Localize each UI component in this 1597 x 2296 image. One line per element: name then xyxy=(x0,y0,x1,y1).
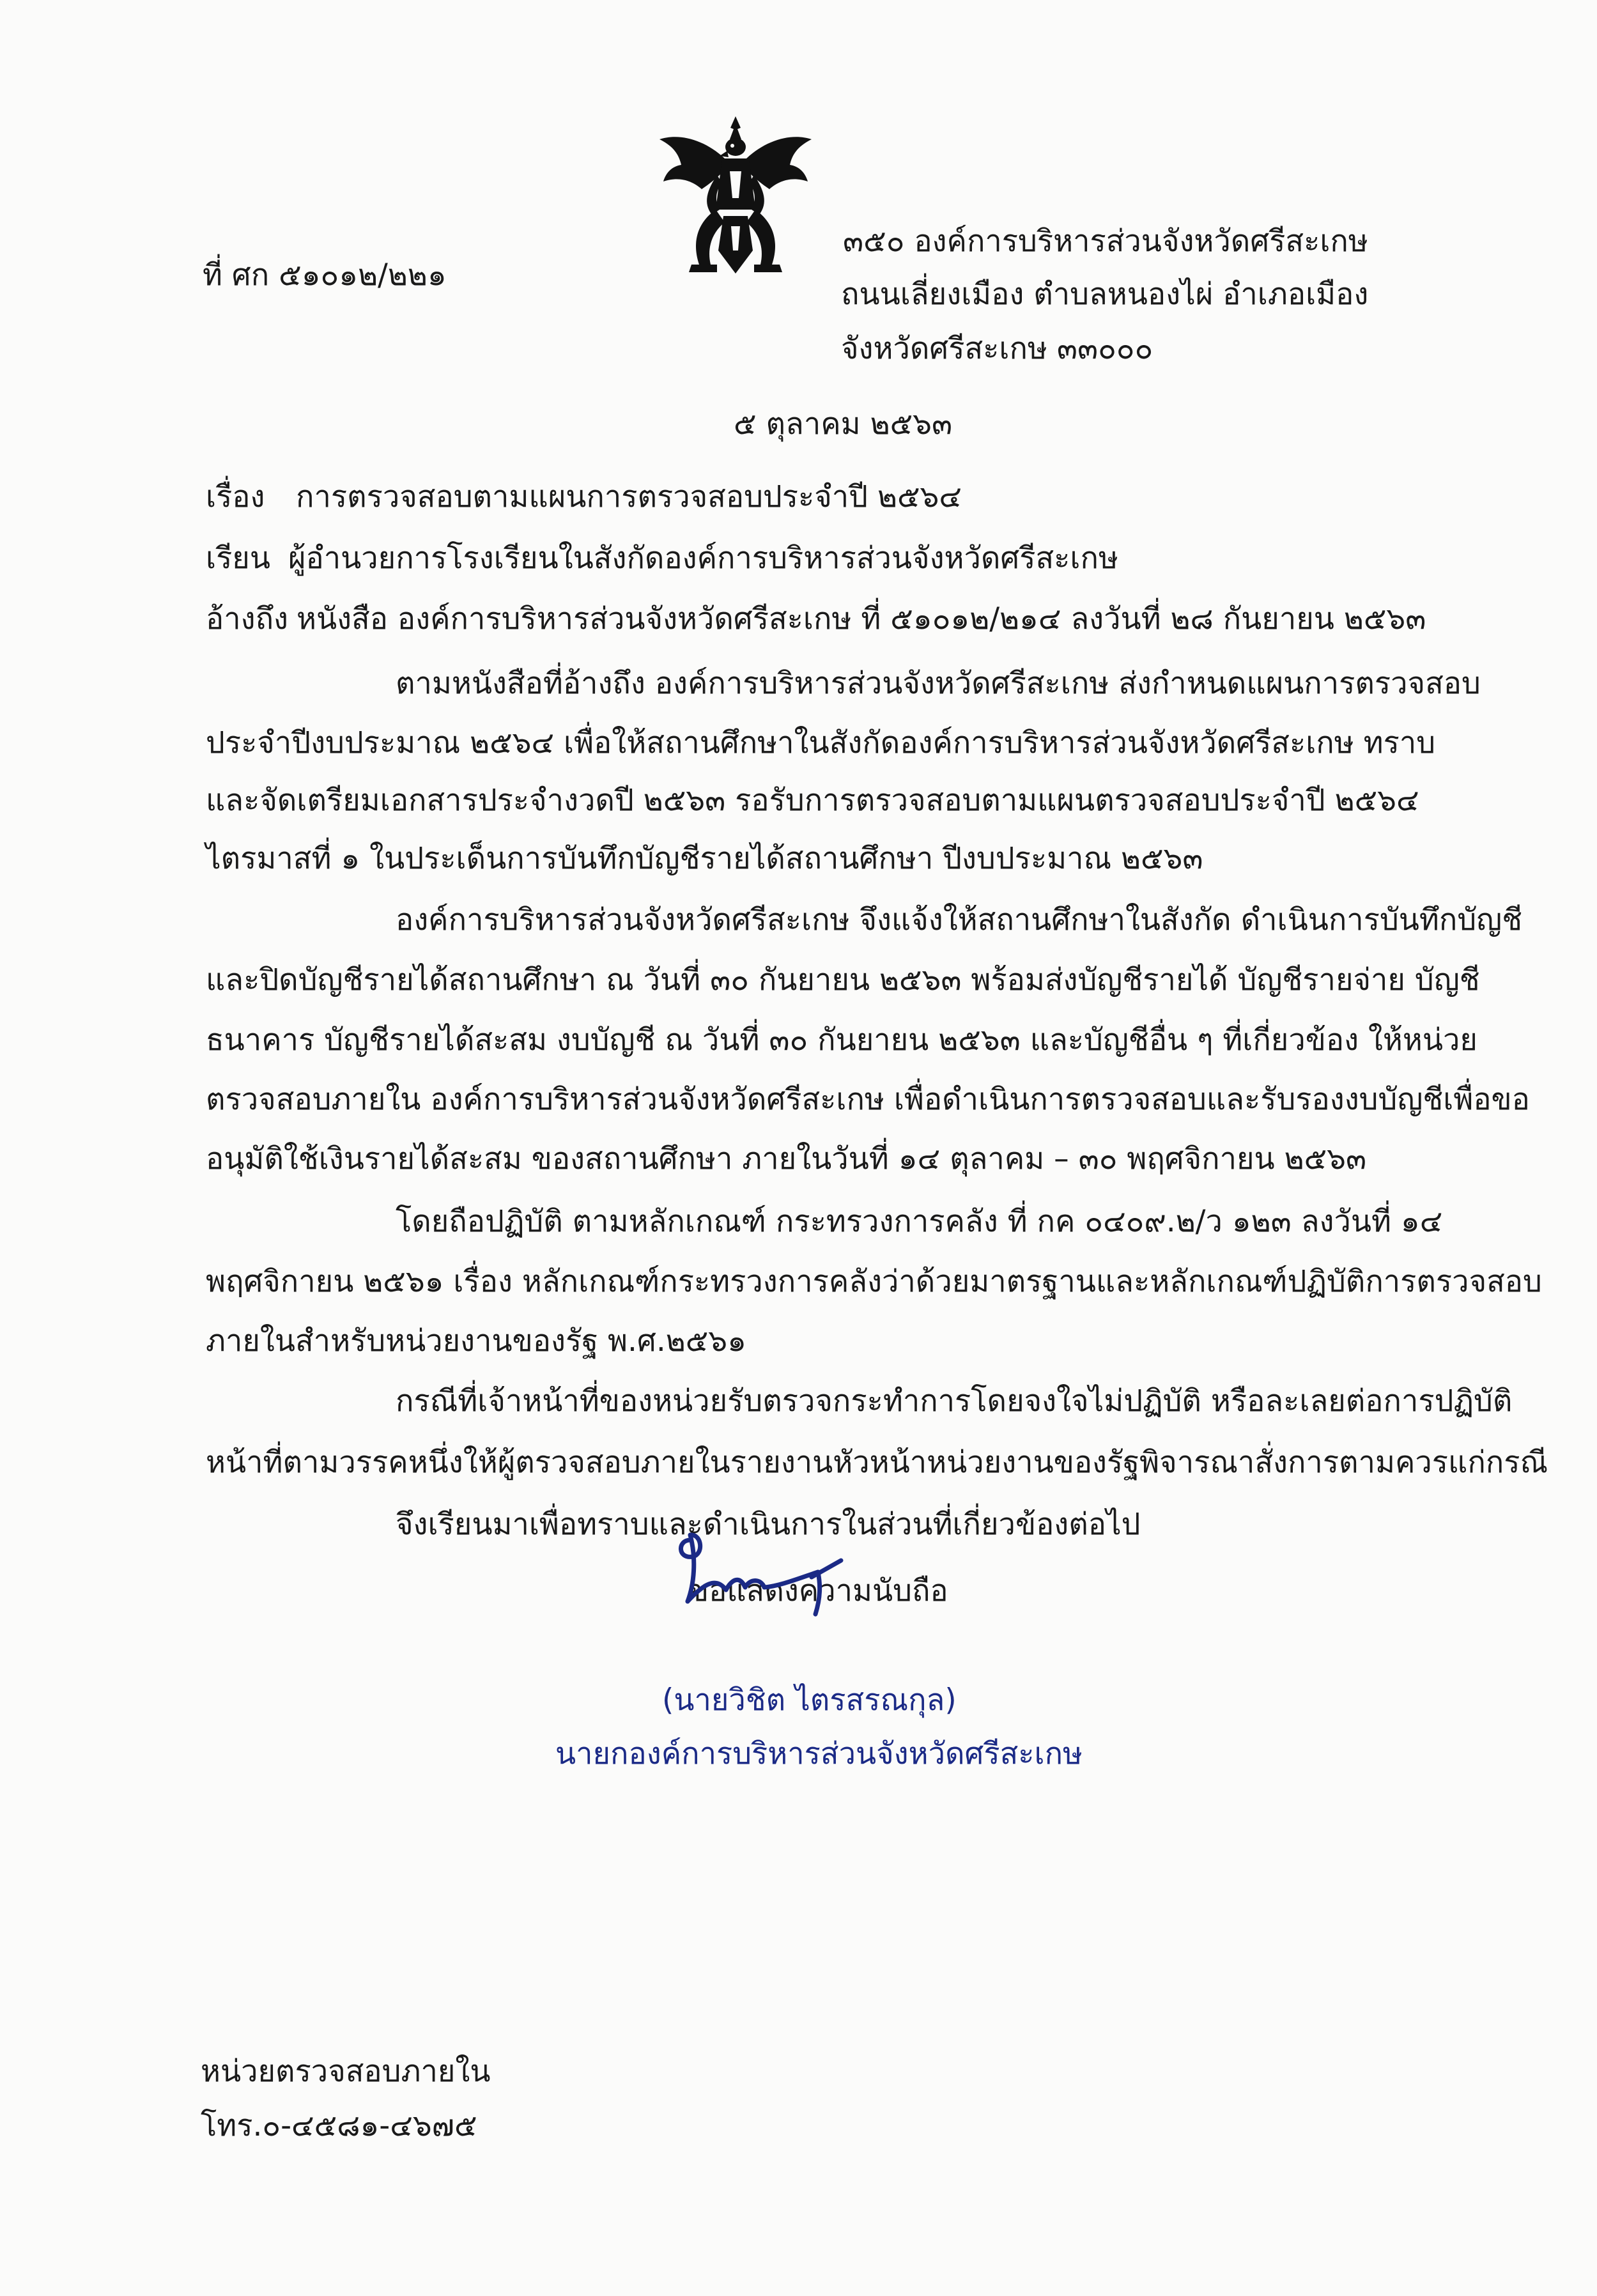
footer-unit: หน่วยตรวจสอบภายใน xyxy=(201,2054,491,2089)
body-paragraph-5-line-1: จึงเรียนมาเพื่อทราบและดำเนินการในส่วนที่เกี่ยวข้องต่อไป xyxy=(396,1507,1141,1542)
body-paragraph-3-line-2: พฤศจิกายน ๒๕๖๑ เรื่อง หลักเกณฑ์กระทรวงการคลังว่าด้วยมาตรฐานและหลักเกณฑ์ปฏิบัติการตรวจสอบ xyxy=(206,1264,1542,1299)
footer-phone: โทร.๐-๔๕๘๑-๔๖๗๕ xyxy=(201,2108,477,2143)
to-label: เรียน xyxy=(206,541,270,576)
body-paragraph-1-line-1: ตามหนังสือที่อ้างถึง องค์การบริหารส่วนจังหวัดศรีสะเกษ ส่งกำหนดแผนการตรวจสอบ xyxy=(396,666,1481,701)
sender-address-line-1: ๓๕๐ องค์การบริหารส่วนจังหวัดศรีสะเกษ xyxy=(843,224,1368,259)
body-paragraph-3-line-3: ภายในสำหรับหน่วยงานของรัฐ พ.ศ.๒๕๖๑ xyxy=(206,1323,746,1359)
to-text: ผู้อำนวยการโรงเรียนในสังกัดองค์การบริหารส่วนจังหวัดศรีสะเกษ xyxy=(288,541,1118,576)
body-paragraph-2-line-4: ตรวจสอบภายใน องค์การบริหารส่วนจังหวัดศรีสะเกษ เพื่อดำเนินการตรวจสอบและรับรองงบบัญชีเพื่อขอ xyxy=(206,1082,1530,1117)
body-paragraph-2-line-2: และปิดบัญชีรายได้สถานศึกษา ณ วันที่ ๓๐ กันยายน ๒๕๖๓ พร้อมส่งบัญชีรายได้ บัญชีรายจ่าย บัญชี xyxy=(206,962,1480,998)
signer-name: (นายวิชิต ไตรสรณกุล) xyxy=(662,1683,957,1718)
closing-text: ขอแสดงความนับถือ xyxy=(688,1573,948,1608)
garuda-emblem xyxy=(653,114,818,277)
body-paragraph-4-line-1: กรณีที่เจ้าหน้าที่ของหน่วยรับตรวจกระทำการโดยจงใจไม่ปฏิบัติ หรือละเลยต่อการปฏิบัติ xyxy=(396,1383,1513,1419)
document-number: ที่ ศก ๕๑๐๑๒/๒๒๑ xyxy=(203,258,447,293)
reference-label: อ้างถึง xyxy=(206,601,288,636)
body-paragraph-2-line-1: องค์การบริหารส่วนจังหวัดศรีสะเกษ จึงแจ้งให้สถานศึกษาในสังกัด ดำเนินการบันทึกบัญชี xyxy=(396,902,1523,937)
body-paragraph-1-line-2: ประจำปีงบประมาณ ๒๕๖๔ เพื่อให้สถานศึกษาในสังกัดองค์การบริหารส่วนจังหวัดศรีสะเกษ ทราบ xyxy=(206,725,1436,760)
body-paragraph-2-line-5: อนุมัติใช้เงินรายได้สะสม ของสถานศึกษา ภายในวันที่ ๑๔ ตุลาคม – ๓๐ พฤศจิกายน ๒๕๖๓ xyxy=(206,1141,1367,1176)
body-paragraph-4-line-2: หน้าที่ตามวรรคหนึ่งให้ผู้ตรวจสอบภายในรายงานหัวหน้าหน่วยงานของรัฐพิจารณาสั่งการตามควรแก่กรณี xyxy=(206,1445,1548,1480)
signature xyxy=(665,1514,876,1617)
body-paragraph-1-line-3: และจัดเตรียมเอกสารประจำงวดปี ๒๕๖๓ รอรับการตรวจสอบตามแผนตรวจสอบประจำปี ๒๕๖๔ xyxy=(206,783,1419,818)
subject-text: การตรวจสอบตามแผนการตรวจสอบประจำปี ๒๕๖๔ xyxy=(296,479,962,514)
body-paragraph-1-line-4: ไตรมาสที่ ๑ ในประเด็นการบันทึกบัญชีรายได้สถานศึกษา ปีงบประมาณ ๒๕๖๓ xyxy=(206,841,1203,876)
letter-date: ๕ ตุลาคม ๒๕๖๓ xyxy=(734,406,953,442)
body-paragraph-2-line-3: ธนาคาร บัญชีรายได้สะสม งบบัญชี ณ วันที่ ๓๐ กันยายน ๒๕๖๓ และบัญชีอื่น ๆ ที่เกี่ยวข้อง ให้หน่วย xyxy=(206,1022,1477,1058)
reference-text: หนังสือ องค์การบริหารส่วนจังหวัดศรีสะเกษ ที่ ๕๑๐๑๒/๒๑๔ ลงวันที่ ๒๘ กันยายน ๒๕๖๓ xyxy=(297,601,1426,636)
signer-position: นายกองค์การบริหารส่วนจังหวัดศรีสะเกษ xyxy=(555,1736,1083,1771)
body-paragraph-3-line-1: โดยถือปฏิบัติ ตามหลักเกณฑ์ กระทรวงการคลัง ที่ กค ๐๔๐๙.๒/ว ๑๒๓ ลงวันที่ ๑๔ xyxy=(396,1204,1443,1239)
sender-address-line-3: จังหวัดศรีสะเกษ ๓๓๐๐๐ xyxy=(841,331,1153,366)
subject-label: เรื่อง xyxy=(206,479,265,514)
sender-address-line-2: ถนนเลี่ยงเมือง ตำบลหนองไผ่ อำเภอเมือง xyxy=(841,277,1369,312)
